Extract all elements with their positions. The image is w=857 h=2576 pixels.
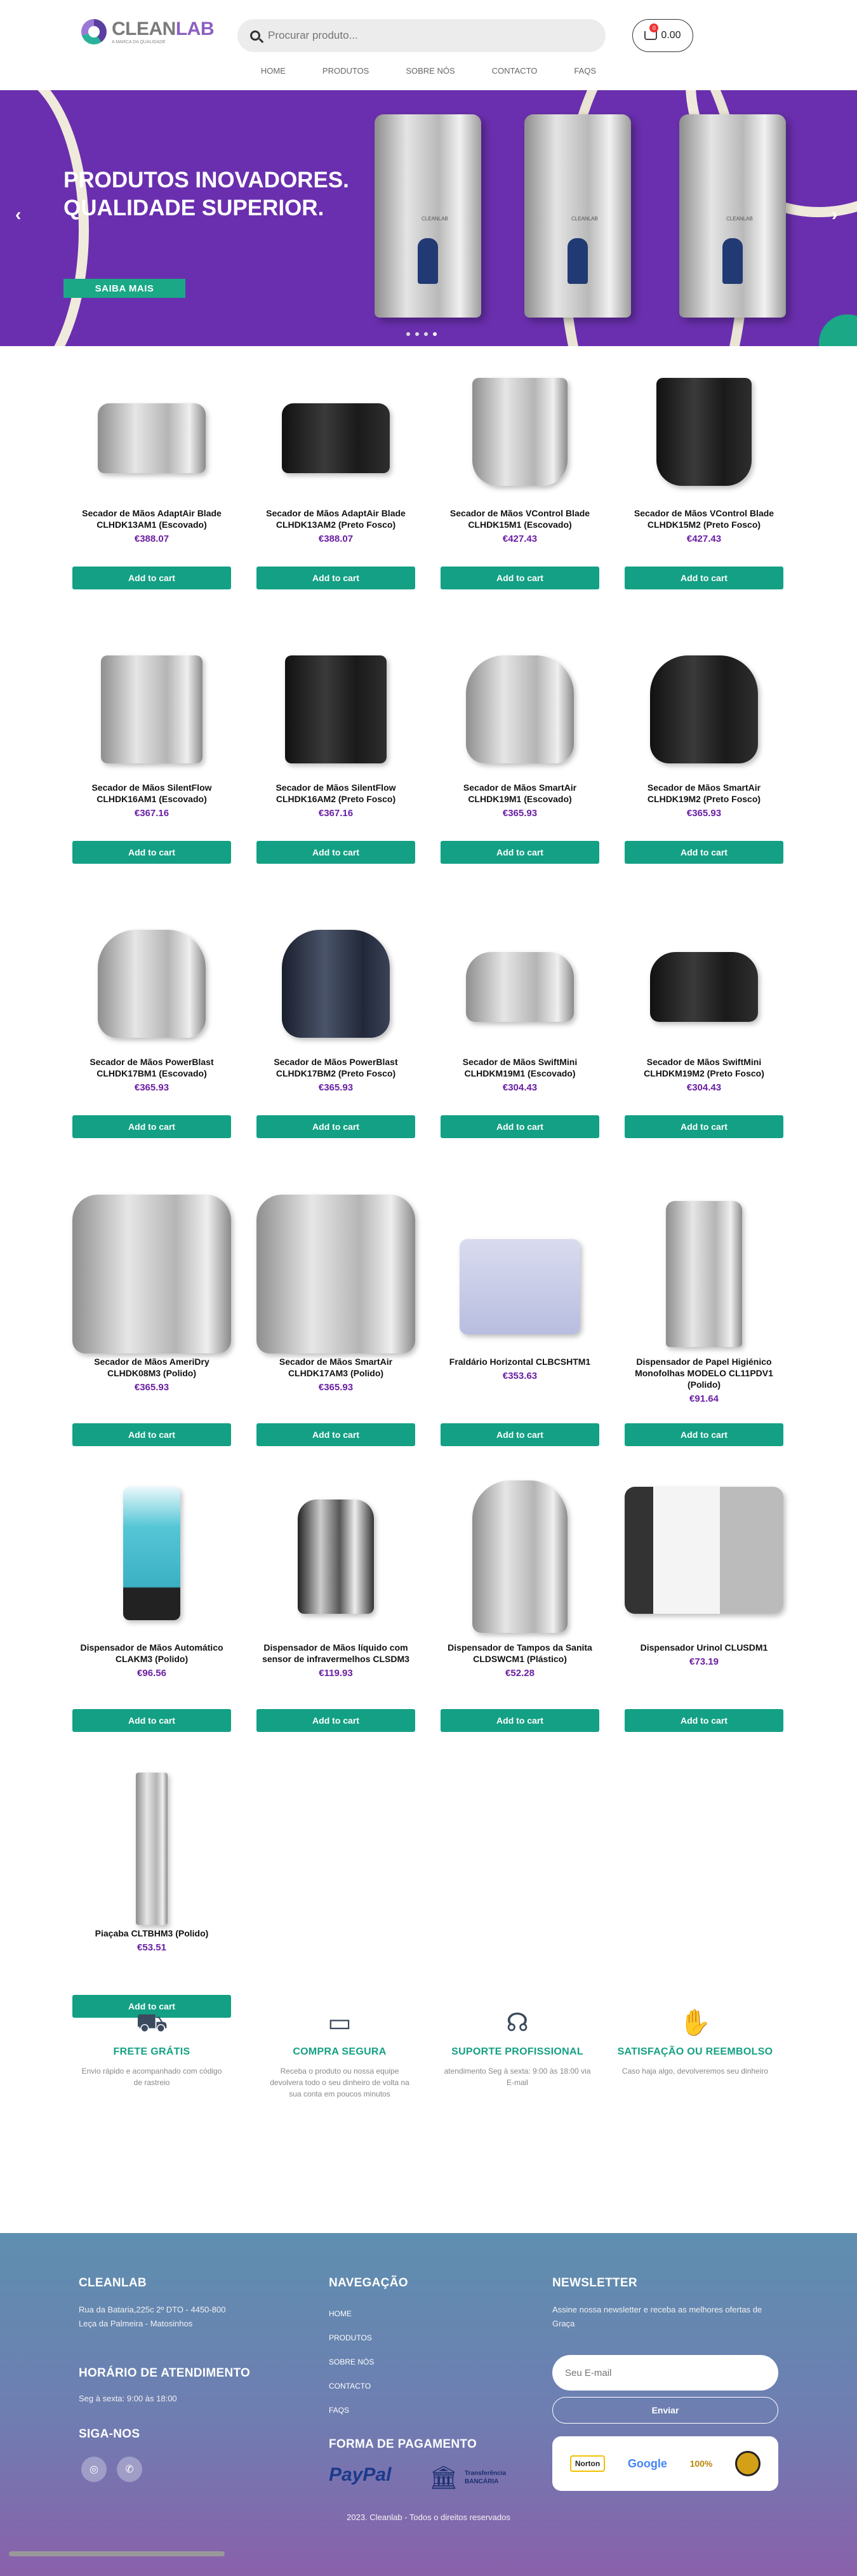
logo-mark-icon [81,19,107,44]
product-image[interactable] [256,646,415,773]
product-photo [625,1487,783,1614]
product-price: €304.43 [502,1082,538,1093]
product-photo [656,378,752,486]
product-price: €73.19 [689,1656,719,1667]
product-photo [72,1195,231,1353]
product-price: €367.16 [134,808,169,819]
footer-nav-contacto[interactable]: CONTACTO [329,2382,371,2391]
product-price: €304.43 [686,1082,722,1093]
product-price: €96.56 [137,1668,166,1679]
product-card[interactable] [441,1480,599,1728]
main-nav [0,66,857,76]
newsletter-send-button[interactable]: Enviar [552,2397,778,2424]
product-card[interactable] [625,372,783,587]
product-card[interactable] [256,1195,415,1442]
product-card[interactable] [441,372,599,587]
bank-transfer-label: Transferência BANCÁRIA [465,2470,507,2485]
nav-produtos[interactable]: PRODUTOS [322,66,369,76]
product-photo [466,655,574,763]
product-name[interactable]: Fraldário Horizontal CLBCSHTM1 [449,1357,591,1367]
product-photo [101,655,203,763]
footer-payment-title: FORMA DE PAGAMENTO [329,2438,477,2451]
product-card[interactable] [441,1195,599,1442]
search-input[interactable] [268,29,573,42]
footer-hours-title: HORÁRIO DE ATENDIMENTO [79,2366,251,2380]
add-to-cart-button[interactable]: Add to cart [72,841,231,864]
product-image[interactable] [256,372,415,499]
logo-tagline: A MARCA DA QUALIDADE [112,39,166,44]
product-image[interactable] [441,1195,599,1353]
product-name[interactable]: Piaçaba CLTBHM3 (Polido) [95,1928,209,1938]
add-to-cart-button[interactable]: Add to cart [256,1115,415,1138]
product-name[interactable]: Secador de Mãos SilentFlow CLHDK16AM1 (Escovado) [91,782,212,804]
product-photo [298,1499,374,1614]
instagram-icon[interactable]: ◎ [81,2457,107,2482]
product-card[interactable] [441,920,599,1136]
credit-card-icon: ▭ [328,2009,352,2037]
product-name[interactable]: Secador de Mãos PowerBlast CLHDK17BM1 (Escovado) [90,1057,214,1078]
product-card[interactable] [256,1480,415,1728]
product-price: €367.16 [318,808,354,819]
product-price: €91.64 [689,1393,719,1404]
product-name[interactable]: Dispensador de Papel Higiénico Monofolhas MODELO CL11PDV1 (Polido) [635,1357,773,1390]
add-to-cart-button[interactable]: Add to cart [72,1709,231,1732]
product-photo [98,930,206,1038]
product-name[interactable]: Secador de Mãos SmartAir CLHDK19M2 (Preto Fosco) [647,782,761,804]
product-image[interactable] [625,1195,783,1353]
add-to-cart-button[interactable]: Add to cart [256,841,415,864]
product-image[interactable] [72,372,231,499]
add-to-cart-button[interactable]: Add to cart [256,1423,415,1446]
feature-frete-gratis: ⛟ FRETE GRÁTIS Envio rápido e acompanhado com código de rastreio [72,2007,231,2088]
product-card[interactable] [441,646,599,862]
copyright: 2023. Cleanlab - Todos o direitos reservados [347,2512,510,2522]
product-name[interactable]: Secador de Mãos AdaptAir Blade CLHDK13AM1 (Escovado) [82,508,222,530]
footer-nav-produtos[interactable]: PRODUTOS [329,2333,372,2342]
product-card[interactable] [256,646,415,862]
paypal-logo: PayPal [329,2464,392,2485]
cart-count-badge: 0 [649,23,658,32]
product-name[interactable]: Dispensador Urinol CLUSDM1 [640,1642,768,1653]
product-name[interactable]: Dispensador de Mãos Automático CLAKM3 (Polido) [80,1642,223,1664]
product-photo [472,1480,568,1633]
product-photo [466,952,574,1022]
add-to-cart-button[interactable]: Add to cart [256,567,415,589]
product-image[interactable] [256,1195,415,1353]
add-to-cart-button[interactable]: Add to cart [72,1423,231,1446]
product-price: €52.28 [505,1668,535,1679]
nav-faqs[interactable]: FAQS [574,66,597,76]
product-price: €427.43 [502,533,538,544]
product-price: €119.93 [319,1668,353,1679]
handshake-icon: ✋ [679,2009,711,2037]
product-price: €427.43 [686,533,722,544]
product-image[interactable] [72,920,231,1047]
norton-badge: Norton [570,2455,605,2472]
add-to-cart-button[interactable]: Add to cart [625,841,783,864]
product-image[interactable] [72,1480,231,1639]
slider-dot[interactable] [433,332,437,336]
product-name[interactable]: Secador de Mãos VControl Blade CLHDK15M2 (Preto Fosco) [634,508,774,530]
cart-button[interactable] [632,19,693,52]
nav-sobre-nos[interactable]: SOBRE NÓS [406,66,455,76]
product-price: €353.63 [502,1371,538,1381]
guarantee-badge: 100% [689,2459,713,2469]
features-section [0,2007,857,2172]
product-name[interactable]: Dispensador de Mãos líquido com sensor de infravermelhos CLSDM3 [262,1642,409,1664]
product-card[interactable] [625,646,783,862]
product-name[interactable]: Secador de Mãos VControl Blade CLHDK15M1 (Escovado) [449,508,590,530]
footer-brand-title: CLEANLAB [79,2276,147,2290]
saiba-mais-button[interactable]: SAIBA MAIS [63,279,185,298]
product-photo [285,655,387,763]
add-to-cart-button[interactable]: Add to cart [72,1995,231,2018]
product-image[interactable] [441,920,599,1047]
product-name[interactable]: Secador de Mãos AdaptAir Blade CLHDK13AM2 (Preto Fosco) [266,508,406,530]
feature-compra-segura: ▭ COMPRA SEGURA Receba o produto ou nossa equipe devolvera todo o seu dinheiro de volta na sua conta em poucos minutos [260,2007,419,2100]
product-price: €365.93 [318,1082,354,1093]
horizontal-scrollbar[interactable] [9,2551,225,2556]
product-image[interactable] [441,1480,599,1639]
product-photo [650,655,758,763]
product-photo [282,930,390,1038]
footer-hours: Seg à sexta: 9:00 às 18:00 [79,2394,177,2403]
product-price: €388.07 [134,533,169,544]
product-name[interactable]: Secador de Mãos SwiftMini CLHDKM19M1 (Escovado) [462,1057,578,1078]
slider-dot[interactable] [424,332,428,336]
add-to-cart-button[interactable]: Add to cart [256,1709,415,1732]
add-to-cart-button[interactable]: Add to cart [625,1423,783,1446]
nav-home[interactable]: HOME [260,66,286,76]
product-photo [256,1195,415,1353]
cart-icon [644,25,657,40]
product-image[interactable] [625,646,783,773]
add-to-cart-button[interactable]: Add to cart [72,567,231,589]
product-photo [472,378,568,486]
chevron-left-icon[interactable]: ‹ [15,205,22,224]
hero-product-dispenser: CLEANLAB [679,114,786,318]
product-card[interactable] [72,646,231,862]
google-badge: Google [627,2457,667,2470]
logo-text: CLEANLAB [112,18,214,39]
footer-nav [329,2309,374,2430]
search-icon [250,30,260,41]
product-price: €365.93 [502,808,538,819]
product-photo [123,1487,180,1620]
hero-decor-circle [819,314,857,346]
add-to-cart-button[interactable]: Add to cart [441,1423,599,1446]
slider-dots [406,332,437,336]
nav-contacto[interactable]: CONTACTO [491,66,538,76]
product-image[interactable] [256,1480,415,1639]
footer-nav-faqs[interactable]: FAQS [329,2406,350,2415]
product-image[interactable] [441,372,599,499]
product-image[interactable] [72,1195,231,1353]
hero-product-dispenser: CLEANLAB [524,114,631,318]
add-to-cart-button[interactable]: Add to cart [625,567,783,589]
product-card[interactable] [72,372,231,587]
site-header [0,0,857,90]
chevron-right-icon[interactable]: › [832,205,838,224]
product-card[interactable] [72,1195,231,1442]
footer-newsletter-title: NEWSLETTER [552,2276,637,2290]
hero-banner [0,90,857,346]
product-photo [666,1201,742,1347]
product-image[interactable] [625,920,783,1047]
add-to-cart-button[interactable]: Add to cart [625,1115,783,1138]
product-image[interactable] [625,1480,783,1639]
hero-title: PRODUTOS INOVADORES. QUALIDADE SUPERIOR. [63,168,349,220]
search-bar[interactable] [237,19,606,52]
add-to-cart-button[interactable]: Add to cart [441,841,599,864]
product-photo [282,403,390,473]
product-photo [650,952,758,1022]
seal-icon [735,2451,761,2476]
add-to-cart-button[interactable]: Add to cart [441,1709,599,1732]
product-card[interactable] [72,1766,231,2014]
product-price: €365.93 [134,1382,169,1393]
product-name[interactable]: Secador de Mãos SmartAir CLHDK17AM3 (Polido) [279,1357,393,1378]
footer-follow-title: SIGA-NOS [79,2427,140,2441]
product-image[interactable] [256,920,415,1047]
footer-nav-title: NAVEGAÇÃO [329,2276,408,2290]
newsletter-text: Assine nossa newsletter e receba as melhores ofertas de Graça [552,2305,762,2328]
product-card[interactable] [72,920,231,1136]
product-price: €53.51 [137,1942,166,1953]
product-image[interactable] [72,1766,231,1925]
product-name[interactable]: Secador de Mãos SwiftMini CLHDKM19M2 (Preto Fosco) [644,1057,764,1078]
product-price: €388.07 [318,533,354,544]
bank-icon: 🏛 [429,2464,458,2490]
product-card[interactable] [625,1195,783,1442]
newsletter-email-input[interactable] [552,2355,778,2391]
product-image[interactable] [625,372,783,499]
hand-truck-icon: ⛟ [136,2009,168,2037]
add-to-cart-button[interactable]: Add to cart [441,567,599,589]
product-price: €365.93 [134,1082,169,1093]
product-card[interactable] [256,372,415,587]
product-photo [136,1773,168,1925]
feature-reembolso: ✋ SATISFAÇÃO OU REEMBOLSO Caso haja algo, devolveremos seu dinheiro [616,2007,774,2077]
product-card[interactable] [625,1480,783,1728]
product-photo [460,1239,580,1334]
product-name[interactable]: Secador de Mãos SmartAir CLHDK19M1 (Escovado) [463,782,577,804]
trust-badges [552,2436,778,2491]
cart-total: 0.00 [661,30,681,41]
product-card[interactable] [72,1480,231,1728]
hero-product-dispenser: CLEANLAB [375,114,481,318]
add-to-cart-button[interactable]: Add to cart [72,1115,231,1138]
product-image[interactable] [72,646,231,773]
product-grid [0,346,857,2011]
product-name[interactable]: Secador de Mãos SilentFlow CLHDK16AM2 (Preto Fosco) [276,782,396,804]
site-logo[interactable] [81,19,214,44]
footer-nav-sobre-nos[interactable]: SOBRE NÓS [329,2358,375,2366]
whatsapp-icon[interactable]: ✆ [117,2457,142,2482]
add-to-cart-button[interactable]: Add to cart [441,1115,599,1138]
headset-icon: ☊ [506,2009,529,2037]
product-name[interactable]: Dispensador de Tampos da Sanita CLDSWCM1 (Plástico) [448,1642,592,1664]
slider-dot[interactable] [415,332,419,336]
product-price: €365.93 [686,808,722,819]
slider-dot[interactable] [406,332,410,336]
product-photo [98,403,206,473]
product-card[interactable] [256,920,415,1136]
product-price: €365.93 [318,1382,354,1393]
product-card[interactable] [625,920,783,1136]
feature-suporte: ☊ SUPORTE PROFISSIONAL atendimento Seg à sexta: 9:00 às 18:00 via E-mail [438,2007,597,2088]
add-to-cart-button[interactable]: Add to cart [625,1709,783,1732]
footer-nav-home[interactable]: HOME [329,2309,352,2318]
product-image[interactable] [441,646,599,773]
product-name[interactable]: Secador de Mãos PowerBlast CLHDK17BM2 (Preto Fosco) [274,1057,398,1078]
product-name[interactable]: Secador de Mãos AmeriDry CLHDK08M3 (Polido) [94,1357,209,1378]
site-footer [0,2233,857,2576]
footer-address: Rua da Bataria,225c 2º DTO - 4450-800 Leça da Palmeira - Matosinhos [79,2305,226,2328]
